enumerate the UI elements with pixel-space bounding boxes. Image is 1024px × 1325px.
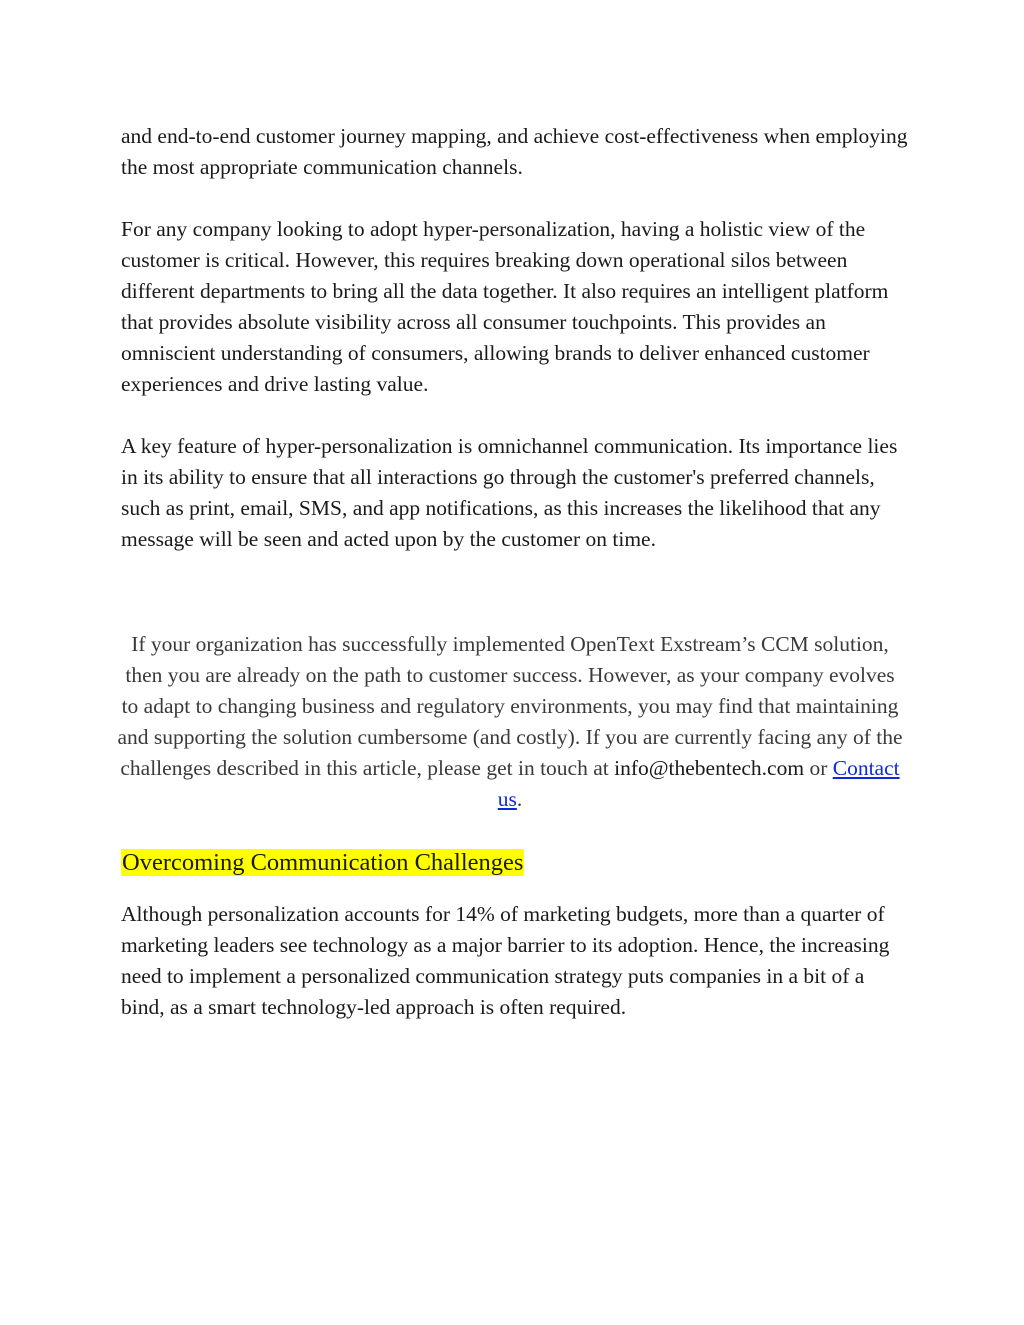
section-heading-text: Overcoming Communication Challenges: [122, 849, 524, 876]
document-page: [117, 121, 911, 1023]
callout-contact: [115, 629, 905, 815]
contact-us-link[interactable]: Contact us: [497, 756, 900, 811]
callout-end: .: [516, 787, 523, 811]
paragraph-holistic-view: For any company looking to adopt hyper-personalization, having a holistic view of the customer is critical. However, this requires breaking down operational silos between different departments to bring all the data together. It also requires an intelligent platform that provides absolute visibility across all consumer touchpoints. This provides an omniscient understanding of consumers, allowing brands to deliver enhanced customer experiences and drive lasting value.: [121, 217, 889, 396]
paragraph-challenges: Although personalization accounts for 14% of marketing budgets, more than a quarter of marketing leaders see technology as a major barrier to its adoption. Hence, the increasing need to implement a personalized communication strategy puts companies in a bit of a bind, as a smart technology-led approach is often required.: [121, 902, 890, 1020]
paragraph-omnichannel: A key feature of hyper-personalization is omnichannel communication. Its importance lies in its ability to ensure that all interactions go through the customer's preferred channels, such as print, email, SMS, and app notifications, as this increases the likelihood that any message will be seen and acted upon by the customer on time.: [121, 434, 898, 551]
callout-or: or: [804, 756, 833, 780]
section-heading: [121, 847, 911, 879]
callout-text: If your organization has successfully implemented OpenText Exstream’s CCM solution, then you are already on the path to customer success. However, as your company evolves to adapt to changing business and regulatory environments, you may find that maintaining and supporting the solution cumbersome (and costly). If you are currently facing any of the challenges described in this article, please get in touch at: [117, 632, 903, 780]
contact-email: info@thebentech.com: [614, 756, 805, 780]
paragraph-journey-mapping: and end-to-end customer journey mapping, and achieve cost-effectiveness when employing the most appropriate communication channels.: [121, 124, 908, 179]
